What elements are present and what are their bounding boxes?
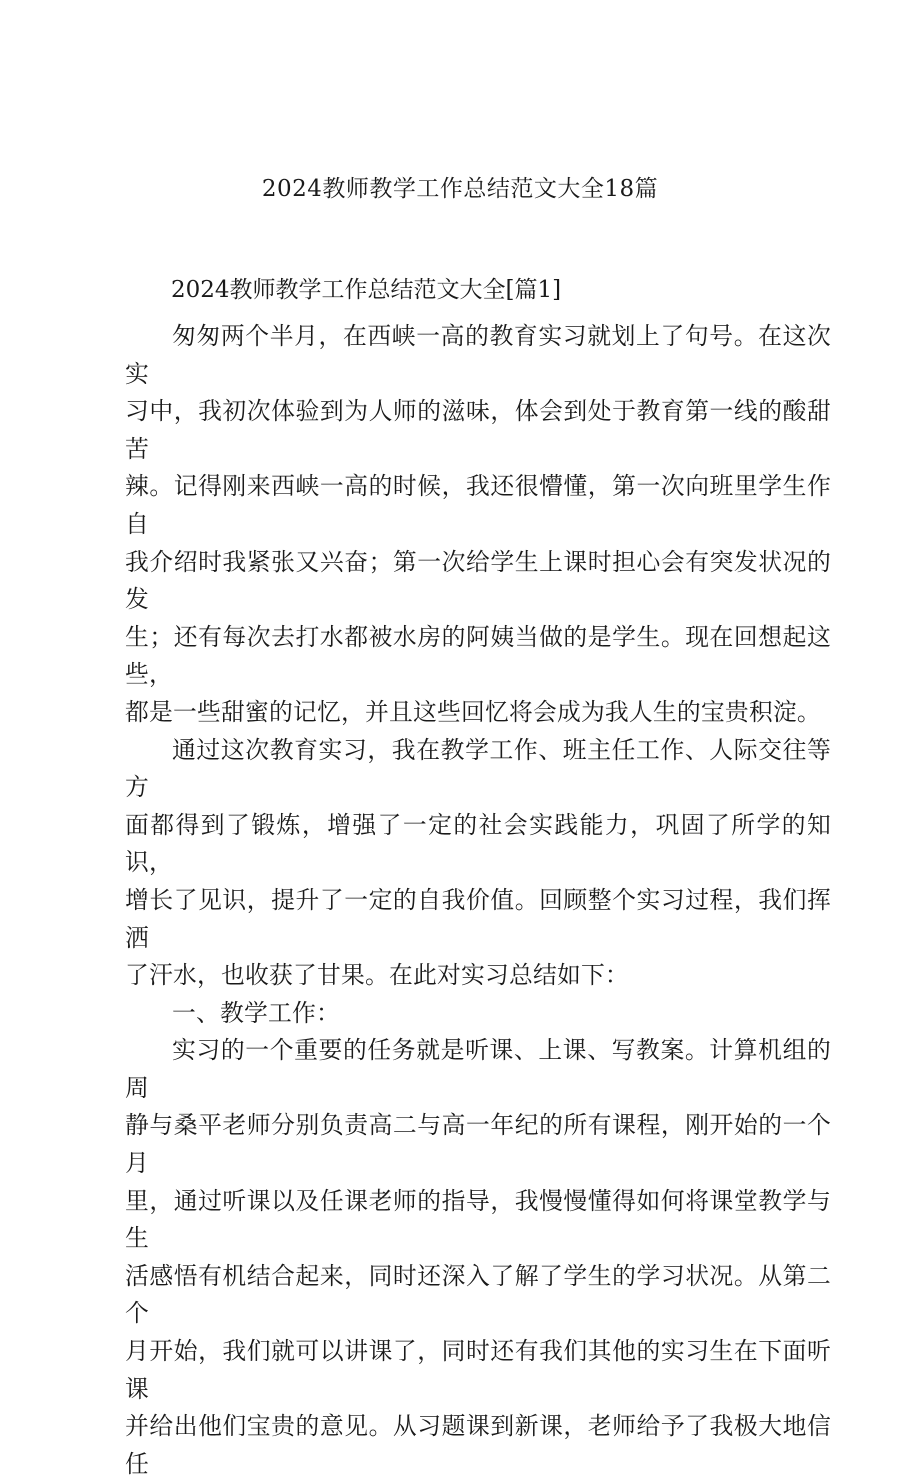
subheading-teaching-work: 一、教学工作：: [172, 998, 340, 1027]
document-body: [125, 318, 831, 1483]
section-heading: 2024教师教学工作总结范文大全[篇1]: [171, 277, 562, 303]
paragraph-teaching-work: 实习的一个重要的任务就是听课、上课、写教案。计算机组的周 静与桑平老师分别负责高二与高一年纪的所有课程，刚开始的一个月 里，通过听课以及任课老师的指导，我慢慢懂得如何将课堂教学与生 活感悟有机结合起来，同时还深入了解了学生的学习状况。从第二个 月开始，我们就可以讲课了，同时还有我们其他的实习生在下面听课 并给出他们宝贵的意见。从习题课到新课，老师给予了我极大地信任: [125, 1036, 831, 1478]
document-title: 2024教师教学工作总结范文大全18篇: [261, 176, 659, 202]
paragraph-internship-intro: 匆匆两个半月，在西峡一高的教育实习就划上了句号。在这次实 习中，我初次体验到为人师的滋味，体会到处于教育第一线的酸甜苦 辣。记得刚来西峡一高的时候，我还很懵懂，第一次向班里学生作自 我介绍时我紧张又兴奋；第一次给学生上课时担心会有突发状况的发 生；还有每次去打水都被水房的阿姨当做的是学生。现在回想起这些， 都是一些甜蜜的记忆，并且这些回忆将会成为我人生的宝贵积淀。: [125, 322, 831, 726]
paragraph-internship-gains: 通过这次教育实习，我在教学工作、班主任工作、人际交往等方 面都得到了锻炼，增强了一定的社会实践能力，巩固了所学的知识， 增长了见识，提升了一定的自我价值。回顾整个实习过程，我们挥洒 了汗水，也收获了甘果。在此对实习总结如下：: [125, 735, 831, 990]
